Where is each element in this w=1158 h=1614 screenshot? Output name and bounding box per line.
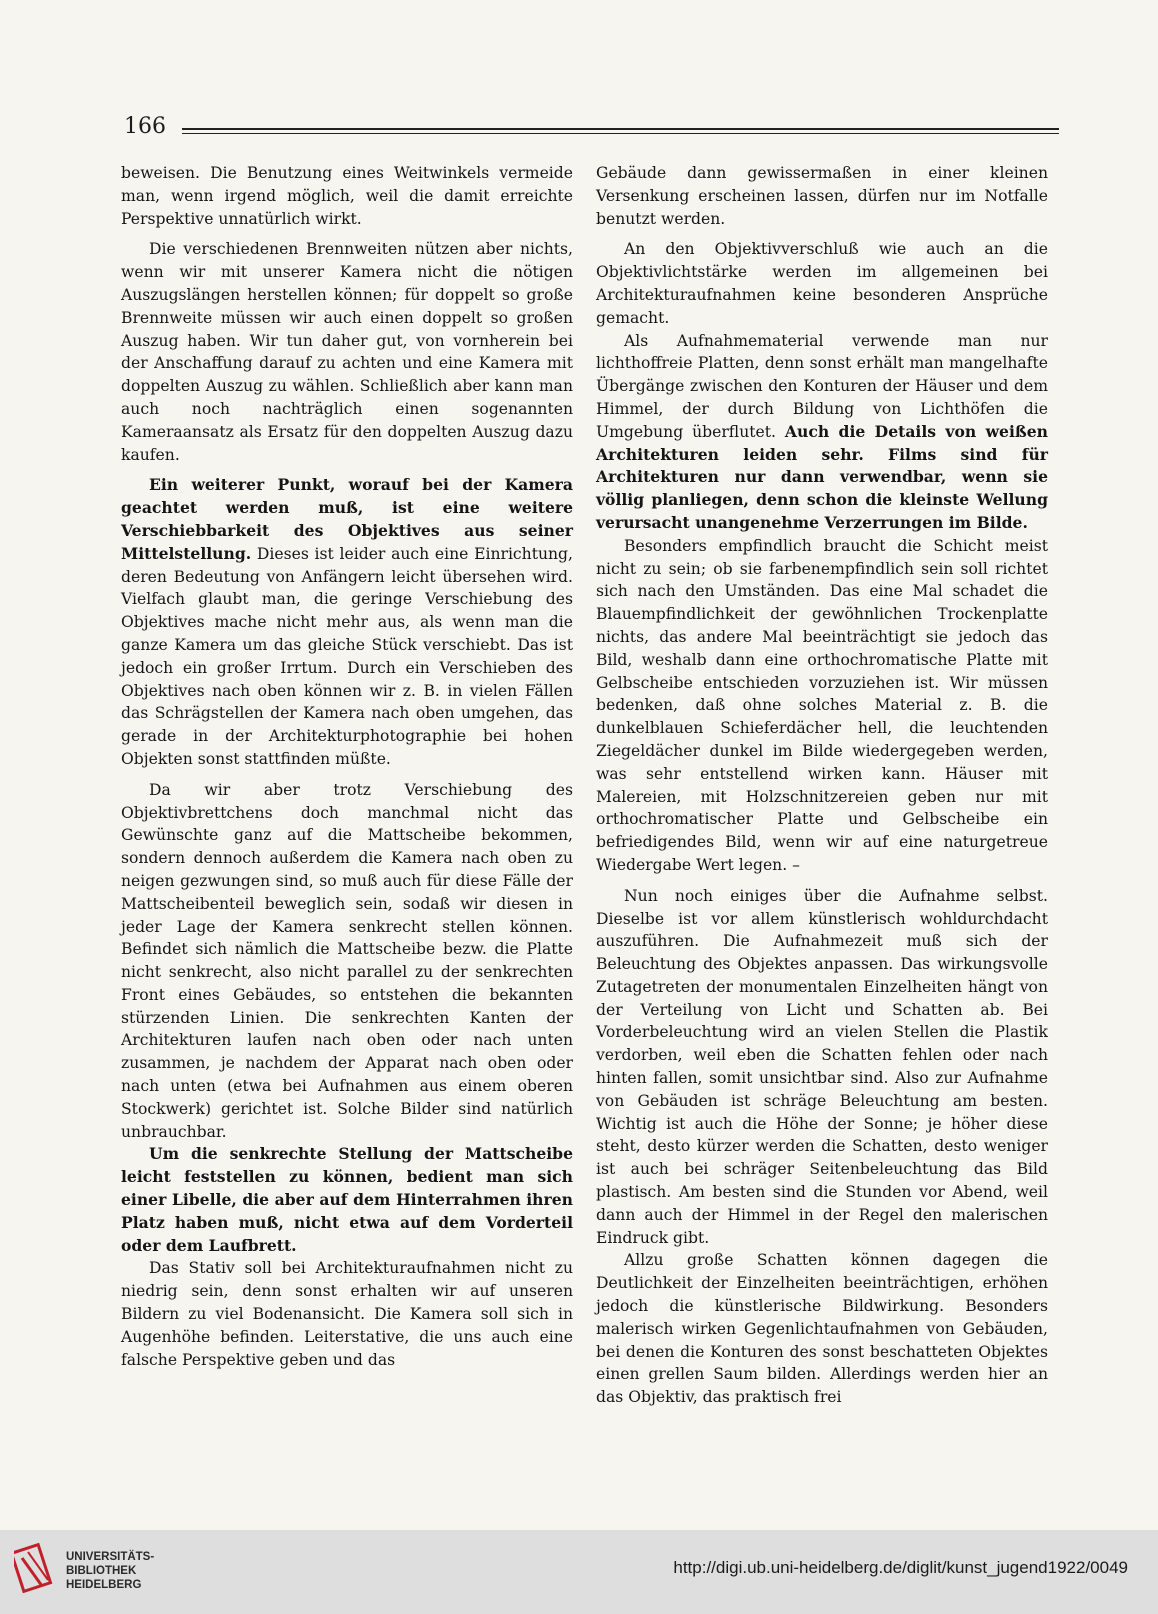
library-name-line-2: BIBLIOTHEK bbox=[66, 1565, 137, 1577]
library-logo-icon[interactable] bbox=[14, 1542, 60, 1602]
page-number: 166 bbox=[124, 114, 166, 139]
left-column bbox=[121, 162, 573, 1371]
header-rule bbox=[182, 128, 1059, 134]
left-paragraph-4: Da wir aber trotz Verschiebung des Objektivbrettchens doch manchmal nicht das Gewünschte ganz auf die Mattscheibe bekommen, sondern dennoch außerdem die Kamera nach oben zu neigen gezwungen sind, so muß auch für diese Fälle der Mattscheibenteil beweglich sein, sodaß wir diesen in jeder Lage der Kamera senkrecht stellen können. Befindet sich nämlich die Mattscheibe bezw. die Platte nicht senkrecht, also nicht parallel zu der senkrechten Front eines Gebäudes, so entstehen die bekannten stürzenden Linien. Die senkrechten Kanten der Architekturen laufen nach oben oder nach unten zusammen, je nachdem der Apparat nach oben oder nach unten (etwa bei Aufnahmen aus einem oberen Stockwerk) gerichtet ist. Solche Bilder sind natürlich unbrauchbar. bbox=[121, 780, 573, 1141]
left-paragraph-6: Das Stativ soll bei Architekturaufnahmen nicht zu niedrig sein, denn sonst erhalten wir auf unseren Bildern zu viel Bodenansicht. Die Kamera soll sich in Augenhöhe befinden. Leiterstative, die uns auch eine falsche Perspektive geben und das bbox=[121, 1259, 573, 1369]
right-paragraph-1: Gebäude dann gewissermaßen in einer kleinen Versenkung erscheinen lassen, dürfen nur im Notfalle benutzt werden. bbox=[596, 164, 1048, 228]
right-paragraph-3-bold: Auch die Details von weißen Architekturen leiden sehr. Films sind für Architekturen nur dann verwendbar, wenn sie völlig planliegen, denn schon die kleinste Wellung verursacht unangenehme Verzerrungen im Bilde. bbox=[596, 421, 1048, 532]
right-column bbox=[596, 162, 1048, 1409]
page-header bbox=[124, 114, 1059, 144]
library-name-line-1: UNIVERSITÄTS- bbox=[66, 1551, 155, 1563]
left-paragraph-5: Um die senkrechte Stellung der Mattscheibe leicht feststellen zu können, bedient man sich einer Libelle, die aber auf dem Hinterrahmen ihren Platz haben muß, nicht etwa auf dem Vorderteil oder dem Laufbrett. bbox=[121, 1144, 573, 1255]
right-paragraph-4: Besonders empfindlich braucht die Schicht meist nicht zu sein; ob sie farbenempfindlich sein soll richtet sich nach den Umständen. Das eine Mal schadet die Blauempfindlichkeit der gewöhnlichen Trockenplatte nichts, das andere Mal beeinträchtigt sie jedoch das Bild, weshalb dann eine orthochromatische Platte mit Gelbscheibe entschieden vorzuziehen ist. Wir müssen bedenken, daß ohne solches Material z. B. die dunkelblauen Schieferdächer hell, die leuchtenden Ziegeldächer dunkel im Bilde wiedergegeben werden, was sehr entstellend wirken kann. Häuser mit Malereien, mit Holzschnitzereien geben nur mit orthochromatischer Platte und Gelbscheibe ein befriedigendes Bild, wenn wir auf eine naturgetreue Wiedergabe Wert legen. – bbox=[596, 536, 1048, 874]
permalink-url[interactable]: http://digi.ub.uni-heidelberg.de/diglit/kunst_jugend1922/0049 bbox=[673, 1558, 1128, 1577]
right-paragraph-3 bbox=[596, 330, 1048, 535]
library-footer bbox=[0, 1530, 1158, 1614]
right-paragraph-5: Nun noch einiges über die Aufnahme selbst. Dieselbe ist vor allem künstlerisch wohldurchdacht auszuführen. Die Aufnahmezeit muß sich der Beleuchtung des Objektes anpassen. Das wirkungsvolle Zutagetreten der monumentalen Einzelheiten hängt von der Verteilung von Licht und Schatten ab. Bei Vorderbeleuchtung wird an vielen Stellen die Plastik verdorben, weil eben die Schatten fehlen oder nach hinten fallen, somit unsichtbar sind. Also zur Aufnahme von Gebäuden ist schräge Beleuchtung am besten. Wichtig ist auch die Höhe der Sonne; je höher diese steht, desto kürzer werden die Schatten, desto weniger ist auch bei schräger Seitenbeleuchtung das Bild plastisch. Am besten sind die Stunden vor Abend, weil dann auch der Himmel in der Regel den malerischen Eindruck gibt. bbox=[596, 886, 1048, 1247]
left-paragraph-2: Die verschiedenen Brennweiten nützen aber nichts, wenn wir mit unserer Kamera nicht die nötigen Auszugslängen herstellen können; für doppelt so große Brennweite müssen wir auch einen doppelt so großen Auszug haben. Wir tun daher gut, von vornherein bei der Anschaffung darauf zu achten und eine Kamera mit doppelten Auszug zu wählen. Schließlich aber kann man auch noch nachträglich einen sogenannten Kameraansatz als Ersatz für den doppelten Auszug dazu kaufen. bbox=[121, 240, 573, 464]
library-name-line-3: HEIDELBERG bbox=[66, 1579, 142, 1591]
left-paragraph-3-rest: Dieses ist leider auch eine Einrichtung, deren Bedeutung von Anfängern leicht übersehen wird. Vielfach glaubt man, die geringe Verschiebung des Objektives mache nicht mehr aus, als wenn man die ganze Kamera um das gleiche Stück verschiebt. Das ist jedoch ein großer Irrtum. Durch ein Verschieben des Objektives nach oben können wir z. B. in vielen Fällen das Schrägstellen der Kamera nach oben umgehen, das gerade in der Architekturphotographie bei hohen Objekten sonst stattfinden müßte. bbox=[121, 544, 573, 768]
left-paragraph-3 bbox=[121, 474, 573, 770]
right-paragraph-6: Allzu große Schatten können dagegen die Deutlichkeit der Einzelheiten beeinträchtigen, erhöhen jedoch die künstlerische Bildwirkung. Besonders malerisch wirken Gegenlichtaufnahmen von Gebäuden, bei denen die Konturen des sonst beschatteten Objektes einen grellen Saum bilden. Allerdings werden hier an das Objektiv, das praktisch frei bbox=[596, 1251, 1048, 1407]
right-paragraph-3-normal: Als Aufnahmematerial verwende man nur lichthoffreie Platten, denn sonst erhält man mangelhafte Übergänge zwischen den Konturen der Häuser und dem Himmel, der durch Bildung von Lichthöfen die Umgebung überflutet. bbox=[596, 331, 1048, 441]
left-paragraph-3-bold: Ein weiterer Punkt, worauf bei der Kamera geachtet werden muß, ist eine weitere Verschiebbarkeit des Objektives aus seiner Mittelstellung. bbox=[121, 475, 573, 563]
right-paragraph-2: An den Objektivverschluß wie auch an die Objektivlichtstärke werden im allgemeinen bei Architekturaufnahmen keine besonderen Ansprüche gemacht. bbox=[596, 240, 1048, 327]
library-name[interactable] bbox=[66, 1550, 154, 1592]
left-paragraph-1: beweisen. Die Benutzung eines Weitwinkels vermeide man, wenn irgend möglich, weil die damit erreichte Perspektive unnatürlich wirkt. bbox=[121, 164, 573, 228]
